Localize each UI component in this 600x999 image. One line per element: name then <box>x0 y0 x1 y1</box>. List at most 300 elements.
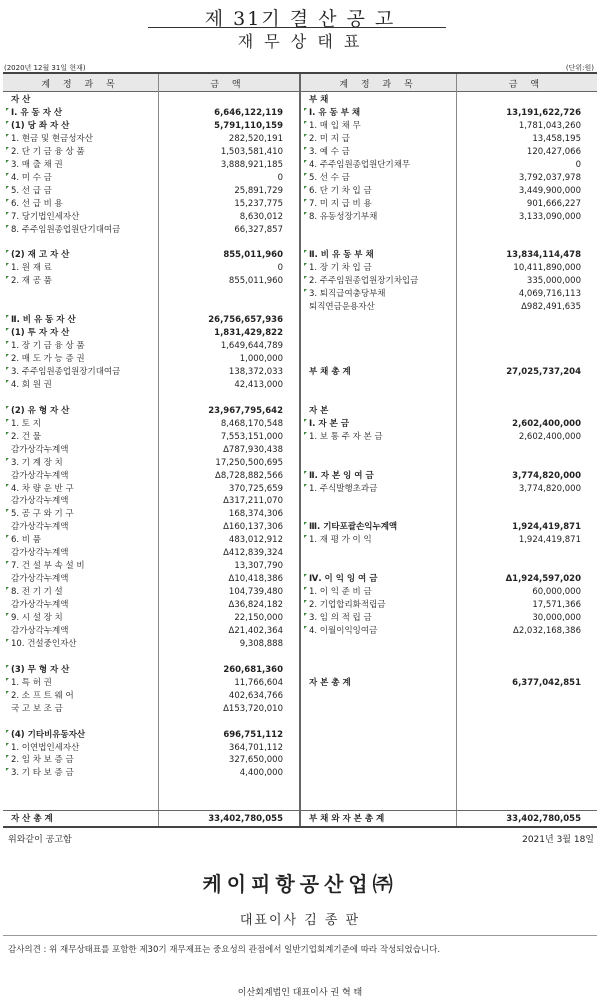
account-label: 감가상각누계액 <box>11 548 69 559</box>
unit-note: (단위:원) <box>565 64 594 72</box>
account-label: 자 본 총 계 <box>309 677 351 688</box>
account-label: Ⅱ. 비 유 동 자 산 <box>11 315 76 326</box>
account-label: 3. 임 의 적 립 금 <box>309 613 372 623</box>
total-assets-label: 자 산 총 계 <box>11 814 53 824</box>
row-marker-icon <box>304 147 307 150</box>
row-marker-icon <box>304 522 307 525</box>
account-amount: 402,634,766 <box>228 690 283 701</box>
account-amount: 696,751,112 <box>223 729 283 740</box>
account-amount: Δ160,137,306 <box>223 522 283 533</box>
account-amount: 23,967,795,642 <box>208 405 283 416</box>
row-marker-icon <box>6 160 9 163</box>
account-amount: 0 <box>575 159 581 170</box>
account-amount: 7,553,151,000 <box>220 431 283 442</box>
table-row <box>11 613 283 624</box>
account-label: (4) 기타비유동자산 <box>11 729 86 740</box>
table-row <box>309 302 581 313</box>
total-liabilities-equity-row <box>309 814 581 825</box>
account-amount: 13,307,790 <box>234 561 283 572</box>
account-amount: 11,766,604 <box>234 677 283 688</box>
row-marker-icon <box>6 678 9 681</box>
account-amount: Δ982,491,635 <box>521 302 581 313</box>
table-row <box>309 432 581 443</box>
account-label: 7. 당기법인세자산 <box>11 211 80 222</box>
table-row <box>309 354 581 365</box>
row-marker-icon <box>304 587 307 590</box>
account-amount: 13,834,114,478 <box>506 250 581 261</box>
account-label: 퇴직연금운용자산 <box>309 302 375 313</box>
account-amount: 17,250,500,695 <box>215 457 283 468</box>
table-row <box>11 639 283 650</box>
table-row <box>309 173 581 184</box>
account-label: Ⅳ. 이 익 잉 여 금 <box>309 574 378 585</box>
account-label: 10. 건설중인자산 <box>11 638 77 649</box>
row-marker-icon <box>304 432 307 435</box>
account-label: Ⅰ. 자 본 금 <box>309 418 349 429</box>
account-label: 4. 이월이익잉여금 <box>309 625 378 636</box>
account-label: 4. 미 수 금 <box>11 172 52 183</box>
account-amount: 2,602,400,000 <box>518 431 581 442</box>
account-label: 3. 매 출 채 권 <box>11 159 63 170</box>
row-marker-icon <box>6 380 9 383</box>
account-amount: 1,781,043,260 <box>518 120 581 131</box>
account-label: 3. 기 타 보 증 금 <box>11 768 74 779</box>
account-label: 3. 주주임원종업원장기대여금 <box>11 366 121 377</box>
account-amount: 1,831,429,822 <box>214 328 283 339</box>
row-marker-icon <box>6 341 9 344</box>
account-label: 1. 장 기 금 융 상 품 <box>11 341 85 352</box>
account-label: 자 본 <box>309 405 329 416</box>
account-label: 5. 선 급 금 <box>11 185 52 196</box>
table-row <box>309 484 581 495</box>
account-label: 3. 예 수 금 <box>309 146 350 157</box>
table-row <box>11 755 283 766</box>
account-label: 1. 이 익 준 비 금 <box>309 587 372 598</box>
row-marker-icon <box>304 535 307 538</box>
row-marker-icon <box>6 212 9 215</box>
table-row <box>309 509 581 520</box>
account-label: 2. 단 기 금 융 상 품 <box>11 146 85 157</box>
table-row <box>11 652 283 663</box>
account-amount: 138,372,033 <box>228 366 283 377</box>
account-label: 2. 매 도 가 능 증 권 <box>11 354 85 364</box>
table-row <box>309 561 581 572</box>
table-row <box>309 225 581 236</box>
table-row <box>309 548 581 559</box>
table-row <box>309 186 581 197</box>
row-marker-icon <box>6 354 9 357</box>
table-row <box>11 548 283 559</box>
row-marker-icon <box>304 289 307 292</box>
account-amount: Δ36,824,182 <box>228 600 283 611</box>
table-row <box>11 743 283 754</box>
account-label: 1. 특 허 권 <box>11 677 52 688</box>
total-assets-row <box>11 814 283 825</box>
table-row <box>11 263 283 274</box>
account-amount: 4,069,716,113 <box>518 289 581 300</box>
account-label: 8. 유동성장기부채 <box>309 211 378 222</box>
account-label: (1) 투 자 자 산 <box>11 328 70 339</box>
announcement-date: 2021년 3월 18일 <box>522 835 594 845</box>
row-marker-icon <box>304 199 307 202</box>
row-marker-icon <box>6 199 9 202</box>
row-marker-icon <box>6 743 9 746</box>
row-marker-icon <box>6 147 9 150</box>
account-amount: 10,411,890,000 <box>513 263 581 274</box>
table-row <box>309 289 581 300</box>
account-amount: Δ153,720,010 <box>223 703 283 714</box>
table-row <box>309 613 581 624</box>
row-marker-icon <box>304 419 307 422</box>
row-marker-icon <box>6 535 9 538</box>
account-amount: 335,000,000 <box>526 276 581 287</box>
account-label: 부 채 총 계 <box>309 366 351 377</box>
header-left-account: 계 정 과 목 <box>41 80 120 90</box>
account-amount: 120,427,066 <box>526 146 581 157</box>
account-label: 감가상각누계액 <box>11 496 69 507</box>
page-title: 제 31기 결 산 공 고 <box>204 8 396 30</box>
table-row <box>309 639 581 650</box>
header-left-amount: 금 액 <box>210 80 246 90</box>
table-row <box>11 341 283 352</box>
account-amount: 13,458,195 <box>532 133 581 144</box>
total-liabilities-equity-label: 부 채 와 자 본 총 계 <box>309 814 385 824</box>
account-label: 1. 이연법인세자산 <box>11 742 80 753</box>
account-amount: 168,374,306 <box>228 509 283 520</box>
account-label: 6. 선 급 비 용 <box>11 198 63 209</box>
table-row <box>309 341 581 352</box>
account-amount: 30,000,000 <box>532 613 581 623</box>
table-row <box>309 419 581 430</box>
table-row <box>309 406 581 417</box>
account-amount: 3,888,921,185 <box>220 159 283 170</box>
row-marker-icon <box>304 250 307 253</box>
account-amount: 26,756,657,936 <box>208 315 283 326</box>
table-row <box>309 212 581 223</box>
account-label: 7. 미 지 급 비 용 <box>309 198 372 209</box>
account-label: 감가상각누계액 <box>11 625 69 636</box>
account-amount: 0 <box>277 172 283 183</box>
table-row <box>11 173 283 184</box>
auditor-signature: 이산회계법인 대표이사 권 혁 태 <box>237 988 363 998</box>
account-label: 감가상각누계액 <box>11 600 69 611</box>
account-amount: 282,520,191 <box>228 133 283 144</box>
account-amount: 483,012,912 <box>228 535 283 546</box>
table-row <box>309 600 581 611</box>
table-row <box>11 250 283 261</box>
table-row <box>11 535 283 546</box>
account-label: (2) 유 형 자 산 <box>11 405 70 416</box>
account-amount: 3,774,820,000 <box>512 470 581 481</box>
table-row <box>309 121 581 132</box>
account-label: 4. 차 량 운 반 구 <box>11 483 74 494</box>
audit-opinion: 감사의견 : 위 재무상태표를 포함한 제30기 재무제표는 중요성의 관점에서 일반기업회계기준에 따라 작성되었습니다. <box>8 945 441 955</box>
account-amount: 25,891,729 <box>234 185 283 196</box>
table-row <box>11 704 283 715</box>
header-right-account: 계 정 과 목 <box>339 80 418 90</box>
account-amount: Δ21,402,364 <box>228 625 283 636</box>
table-row <box>309 678 581 689</box>
table-row <box>309 160 581 171</box>
row-marker-icon <box>304 263 307 266</box>
account-amount: 66,327,857 <box>234 224 283 235</box>
table-row <box>11 419 283 430</box>
row-marker-icon <box>304 108 307 111</box>
table-row <box>11 225 283 236</box>
row-marker-icon <box>6 134 9 137</box>
table-row <box>11 691 283 702</box>
account-amount: Δ1,924,597,020 <box>505 574 581 585</box>
account-amount: Δ317,211,070 <box>223 496 283 507</box>
account-label: Ⅰ. 유 동 자 산 <box>11 107 63 118</box>
table-row <box>11 678 283 689</box>
table-row <box>11 458 283 469</box>
row-marker-icon <box>6 108 9 111</box>
account-amount: 901,666,227 <box>526 198 581 209</box>
row-marker-icon <box>304 212 307 215</box>
account-label: 1. 보 통 주 자 본 금 <box>309 431 383 442</box>
account-amount: 9,308,888 <box>239 638 283 649</box>
table-row <box>11 237 283 248</box>
account-label: 7. 건 설 부 속 설 비 <box>11 561 85 572</box>
table-row <box>309 315 581 326</box>
company-name: 케이피항공산업㈜ <box>202 872 398 896</box>
account-amount: 60,000,000 <box>532 587 581 598</box>
account-amount: Δ787,930,438 <box>223 444 283 455</box>
row-marker-icon <box>6 691 9 694</box>
table-row <box>11 393 283 404</box>
account-label: 2. 주주임원종업원장기차입금 <box>309 276 419 287</box>
table-row <box>11 522 283 533</box>
table-row <box>309 522 581 533</box>
account-amount: 1,924,419,871 <box>518 535 581 546</box>
row-marker-icon <box>304 186 307 189</box>
row-marker-icon <box>304 574 307 577</box>
account-amount: 1,503,581,410 <box>220 146 283 157</box>
title-underline <box>148 27 446 28</box>
table-row <box>309 147 581 158</box>
account-label: 국 고 보 조 금 <box>11 703 63 714</box>
account-label: 9. 시 설 장 치 <box>11 613 63 623</box>
account-amount: 42,413,000 <box>234 379 283 390</box>
account-amount: 1,924,419,871 <box>512 522 581 533</box>
table-row <box>309 328 581 339</box>
row-marker-icon <box>6 367 9 370</box>
table-row <box>309 95 581 106</box>
row-marker-icon <box>6 613 9 616</box>
table-row <box>11 561 283 572</box>
row-marker-icon <box>6 484 9 487</box>
account-label: (1) 당 좌 자 산 <box>11 120 70 131</box>
account-label: Ⅱ. 비 유 동 부 채 <box>309 250 374 261</box>
table-row <box>11 315 283 326</box>
row-marker-icon <box>304 613 307 616</box>
account-label: 감가상각누계액 <box>11 444 69 455</box>
row-marker-icon <box>304 276 307 279</box>
account-label: 3. 기 계 장 치 <box>11 457 63 468</box>
table-row <box>11 471 283 482</box>
table-row <box>11 445 283 456</box>
table-row <box>11 186 283 197</box>
row-marker-icon <box>304 484 307 487</box>
account-amount: 260,681,360 <box>223 664 283 675</box>
account-label: 1. 매 입 채 무 <box>309 120 361 131</box>
account-label: 5. 공 구 와 기 구 <box>11 509 74 520</box>
table-row <box>309 458 581 469</box>
account-label: 1. 현금 및 현금성자산 <box>11 133 93 144</box>
row-marker-icon <box>6 587 9 590</box>
row-marker-icon <box>6 315 9 318</box>
account-amount: 3,449,900,000 <box>518 185 581 196</box>
row-marker-icon <box>6 639 9 642</box>
ceo-name: 대표이사 김 종 판 <box>239 913 361 928</box>
row-marker-icon <box>304 173 307 176</box>
table-row <box>309 276 581 287</box>
account-amount: 4,400,000 <box>239 768 283 779</box>
account-label: 감가상각누계액 <box>11 574 69 585</box>
account-label: Ⅲ. 기타포괄손익누계액 <box>309 522 398 533</box>
row-marker-icon <box>6 509 9 512</box>
table-row <box>11 302 283 313</box>
account-amount: 5,791,110,159 <box>214 120 283 131</box>
table-row <box>309 471 581 482</box>
account-amount: Δ8,728,882,566 <box>215 470 283 481</box>
table-row <box>11 768 283 779</box>
account-amount: 6,646,122,119 <box>214 107 283 118</box>
table-row <box>11 354 283 365</box>
table-row <box>309 574 581 585</box>
account-amount: 855,011,960 <box>228 276 283 287</box>
row-marker-icon <box>304 121 307 124</box>
row-marker-icon <box>6 225 9 228</box>
account-label: 2. 미 지 급 <box>309 133 350 144</box>
account-amount: 364,701,112 <box>228 742 283 753</box>
account-label: 6. 비 품 <box>11 535 41 546</box>
account-label: 2. 건 물 <box>11 431 41 442</box>
table-row <box>11 289 283 300</box>
account-amount: 3,792,037,978 <box>518 172 581 183</box>
account-label: 부 채 <box>309 95 329 105</box>
account-amount: Δ2,032,168,386 <box>513 625 581 636</box>
account-label: 자 산 <box>11 95 31 105</box>
row-marker-icon <box>6 755 9 758</box>
account-label: 2. 임 차 보 증 금 <box>11 755 74 766</box>
table-row <box>11 509 283 520</box>
header-right-amount: 금 액 <box>508 80 545 90</box>
date-note: (2020년 12월 31일 현재) <box>4 64 86 72</box>
table-row <box>11 95 283 106</box>
balance-sheet-table <box>3 72 597 828</box>
table-row <box>11 134 283 145</box>
row-marker-icon <box>304 471 307 474</box>
row-marker-icon <box>6 768 9 771</box>
row-marker-icon <box>6 561 9 564</box>
account-amount: 8,630,012 <box>239 211 283 222</box>
account-amount: 13,191,622,726 <box>506 107 581 118</box>
account-label: 8. 주주임원종업원단기대여금 <box>11 224 121 235</box>
account-amount: 327,650,000 <box>228 755 283 766</box>
account-label: 감가상각누계액 <box>11 522 69 533</box>
row-marker-icon <box>6 328 9 331</box>
account-label: 8. 전 기 기 설 <box>11 587 63 598</box>
table-row <box>309 587 581 598</box>
row-marker-icon <box>6 419 9 422</box>
table-row <box>11 574 283 585</box>
account-label: Ⅱ. 자 본 잉 여 금 <box>309 470 374 481</box>
table-row <box>11 199 283 210</box>
row-marker-icon <box>304 160 307 163</box>
account-amount: 1,000,000 <box>239 354 283 364</box>
table-row <box>11 147 283 158</box>
account-label: 3. 퇴직급여충당부채 <box>309 289 386 300</box>
table-row <box>309 535 581 546</box>
account-amount: Δ412,839,324 <box>223 548 283 559</box>
row-marker-icon <box>6 250 9 253</box>
row-marker-icon <box>6 263 9 266</box>
total-assets-amount: 33,402,780,055 <box>208 814 283 824</box>
table-row <box>309 108 581 119</box>
table-row <box>11 121 283 132</box>
table-row <box>309 496 581 507</box>
table-row <box>11 212 283 223</box>
table-row <box>309 263 581 274</box>
audit-divider <box>3 935 597 936</box>
account-amount: 370,725,659 <box>228 483 283 494</box>
table-row <box>11 600 283 611</box>
account-amount: 3,133,090,000 <box>518 211 581 222</box>
account-amount: Δ10,418,386 <box>228 574 283 585</box>
table-row <box>11 730 283 741</box>
table-row <box>309 199 581 210</box>
account-amount: 27,025,737,204 <box>506 366 581 377</box>
account-amount: 8,468,170,548 <box>220 418 283 429</box>
account-amount: 22,150,000 <box>234 613 283 623</box>
table-row <box>309 237 581 248</box>
account-amount: 6,377,042,851 <box>512 677 581 688</box>
table-row <box>11 367 283 378</box>
table-row <box>309 367 581 378</box>
row-marker-icon <box>6 406 9 409</box>
table-row <box>309 380 581 391</box>
table-row <box>11 276 283 287</box>
total-liabilities-equity-amount: 33,402,780,055 <box>506 814 581 824</box>
account-label: 4. 회 원 권 <box>11 379 52 390</box>
table-row <box>11 432 283 443</box>
page-subtitle: 재 무 상 태 표 <box>237 32 363 51</box>
account-label: 2. 기업합리화적립금 <box>309 600 386 611</box>
table-row <box>11 108 283 119</box>
table-row <box>11 665 283 676</box>
table-row <box>309 652 581 663</box>
table-row <box>11 626 283 637</box>
account-label: 2. 재 공 품 <box>11 276 52 287</box>
account-amount: 17,571,366 <box>532 600 581 611</box>
account-label: 5. 선 수 금 <box>309 172 350 183</box>
table-row <box>11 328 283 339</box>
table-row <box>11 160 283 171</box>
account-label: 1. 재 평 가 이 익 <box>309 535 372 546</box>
table-row <box>309 626 581 637</box>
row-marker-icon <box>6 276 9 279</box>
table-row <box>309 445 581 456</box>
account-amount: 2,602,400,000 <box>512 418 581 429</box>
total-divider <box>3 810 597 811</box>
table-row <box>309 665 581 676</box>
account-label: 1. 장 기 차 입 금 <box>309 263 372 274</box>
row-marker-icon <box>6 432 9 435</box>
account-label: 1. 주식발행초과금 <box>309 483 378 494</box>
account-label: 감가상각누계액 <box>11 470 69 481</box>
